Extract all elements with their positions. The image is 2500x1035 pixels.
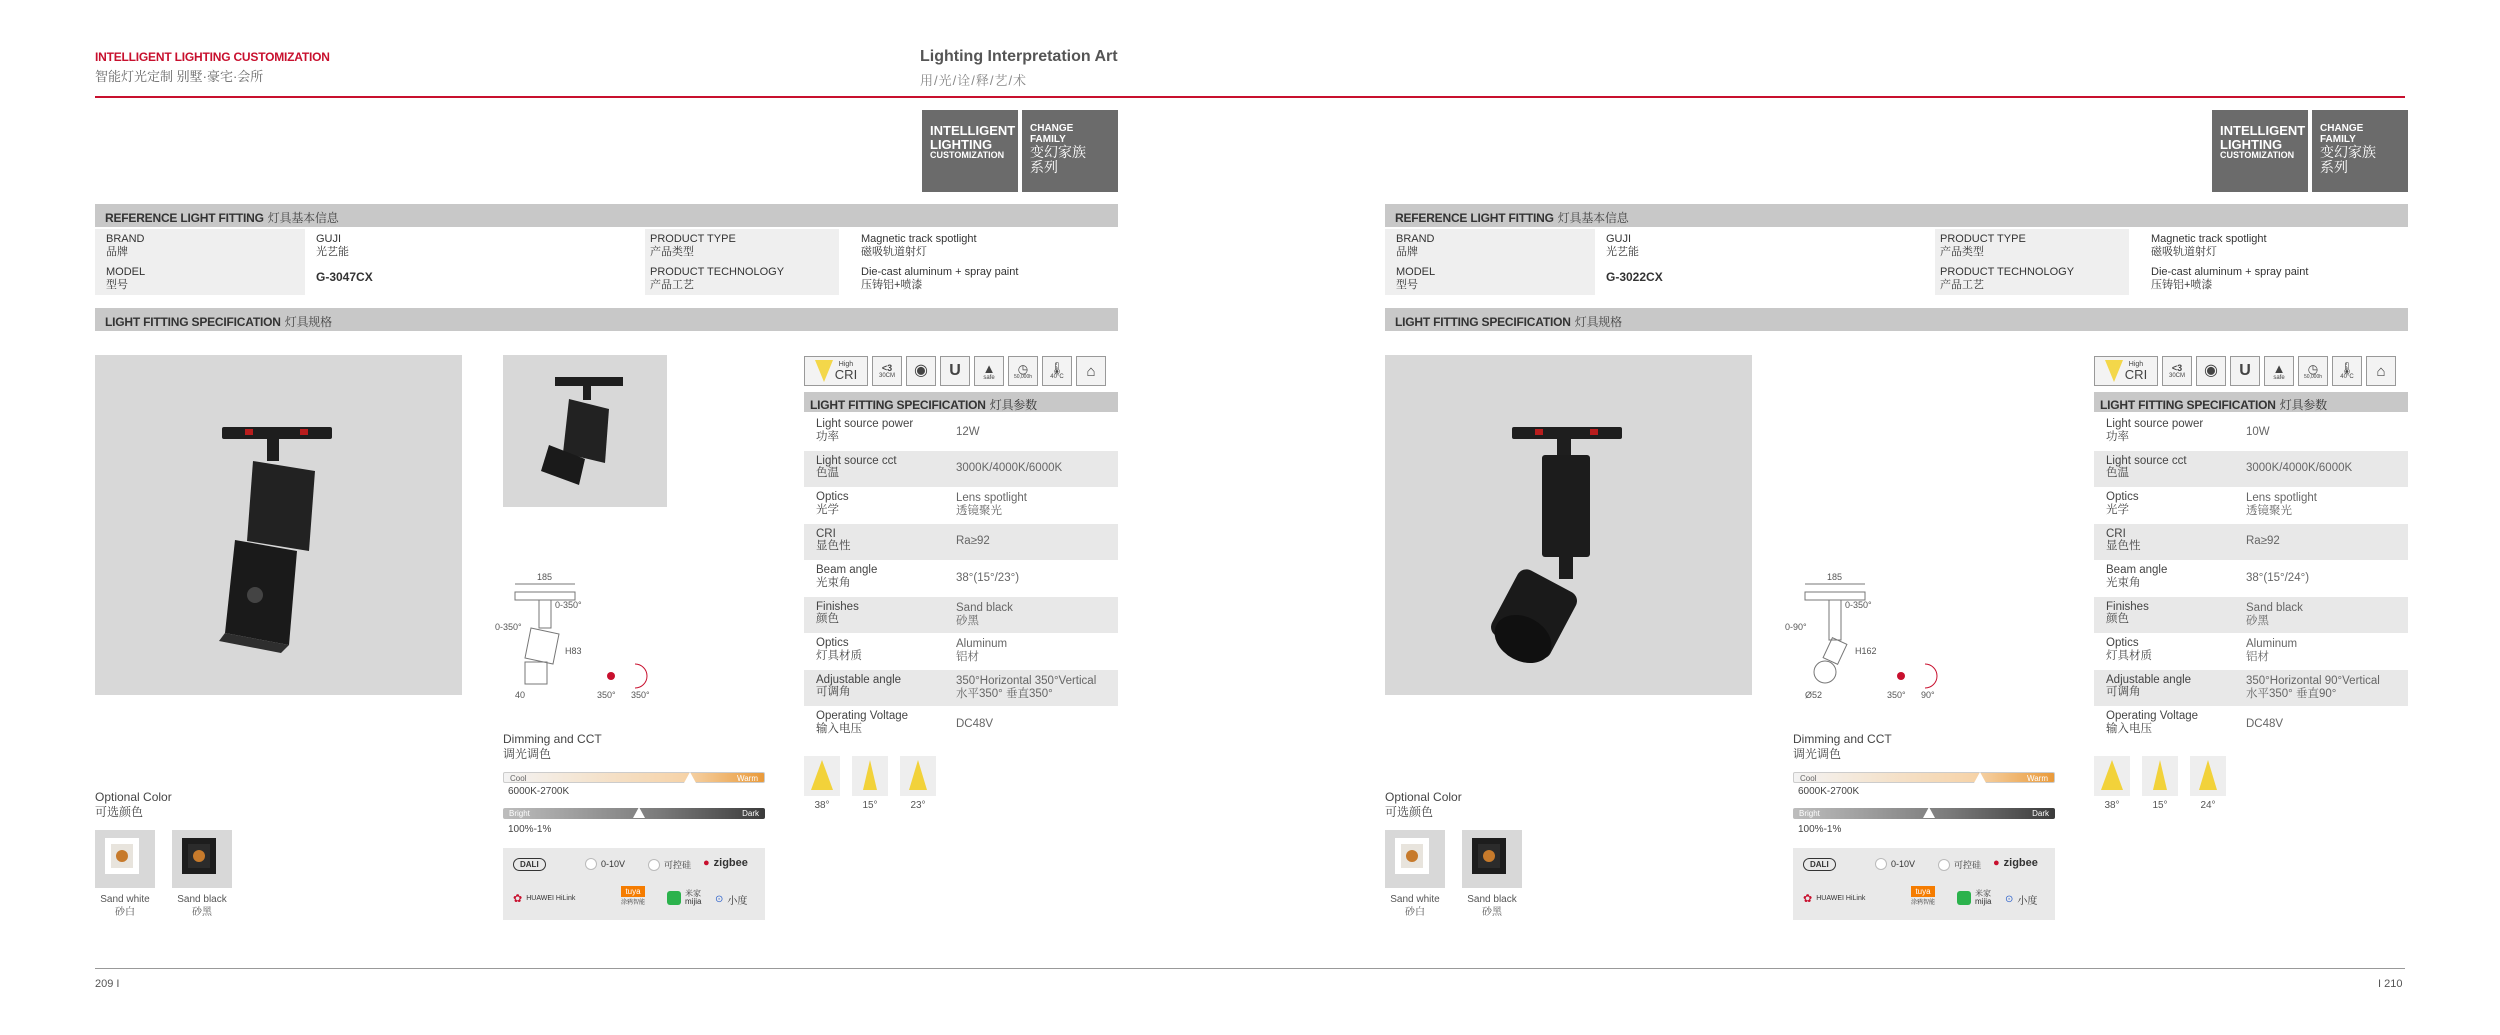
dark-label: Dark [742,809,759,818]
spec-row [804,414,1118,450]
product-photo [95,355,462,695]
rotation-indicator [1897,672,1905,680]
dimming-010v: 0-10V [1875,858,1915,870]
spec-row [804,560,1118,596]
reference-section-bar [95,204,1118,227]
badge-change: CHANGE [2320,123,2364,134]
spec-label: Finishes 颜色 [816,600,859,626]
badge-line-3: CUSTOMIZATION [2220,150,2295,161]
intelligent-lighting-badge [922,110,1018,192]
product-photo [1385,355,1752,695]
cylinder-body [1542,455,1590,557]
spec-label: Optics 光学 [816,491,849,516]
spec-row [804,670,1118,706]
reference-title-cn: 灯具基本信息 [267,211,339,225]
spec-label: Operating Voltage 输入电压 [2106,710,2199,735]
spec-label: Adjustable angle 可调角 [2106,673,2192,699]
badge-line-3: CUSTOMIZATION [930,150,1005,161]
sand-black-label: Sand black 砂黑 [1467,894,1517,918]
dimming-010v: 0-10V [585,858,625,870]
spec-value: DC48V [2246,717,2284,730]
dimming-scr: 可控硅 [648,858,691,871]
drawing-stem [539,600,551,628]
beam-angle-label: 23° [910,800,926,811]
cct-warm: Warm [2026,774,2048,783]
header-center-cn: 用/光/诠/释/艺/术 [920,73,1028,88]
badge-family-cn1: 变幻家族 [1030,144,1086,160]
drawing-base [525,662,547,684]
spec-value: 3000K/4000K/6000K [956,462,1063,475]
spec-value: 350°Horizontal 90°Vertical 水平350° 垂直90° [2246,674,2380,700]
huawei-hilink-logo: ✿ HUAWEI HiLink [1803,893,1866,905]
dimension-drawing [1785,570,1965,700]
spec-row [804,487,1118,523]
temperature-icon: 🌡 40°C [1042,356,1072,386]
spec-table-header: LIGHT FITTING SPECIFICATION 灯具参数 [804,392,1118,412]
spotlight-illustration [95,355,462,695]
high-cri-icon: High CRI [804,356,868,386]
bright-label: Bright [1799,809,1820,818]
spec-label: Light source cct 色温 [2106,454,2187,480]
cct-bar [503,772,765,783]
lt3-30cm-icon: <3 30CM [872,356,902,386]
product-tech-value: Die-cast aluminum + spray paint 压铸铝+喷漆 [2151,266,2309,291]
badge-line-2: LIGHTING [2220,136,2283,152]
drawing-base [1814,661,1836,683]
spec-label: CRI 显色性 [2106,527,2141,553]
brightness-bar [503,808,765,819]
reference-section-bar [1385,204,2408,227]
beam-cone-icon [2142,756,2178,796]
adapter-red-mark [1590,429,1598,435]
spotlight-thumbnail-illustration [503,355,667,507]
lifetime-icon: ◷ 50,000h [1008,356,1038,386]
spec-section-bar [1385,308,2408,331]
catalog-page-left [95,0,1135,1035]
footer-rule [95,968,2405,969]
badge-family-cn1: 变幻家族 [2320,144,2376,160]
safe-icon: ▲ safe [2264,356,2294,386]
product-type-label: PRODUCT TYPE 产品类型 [650,233,736,258]
model-label: MODEL 型号 [106,266,146,291]
cct-range: 6000K-2700K [1798,786,1860,797]
beam-angle-label: 24° [2200,800,2216,811]
spec-label: Adjustable angle 可调角 [816,673,902,699]
dim-height-label: H83 [565,646,582,656]
optional-color-title: Optional Color 可选颜色 [1385,790,1462,819]
product-tech-value: Die-cast aluminum + spray paint 压铸铝+喷漆 [861,266,1019,291]
angle-label-1: 350° [597,690,616,700]
spec-label: Optics 光学 [2106,491,2139,516]
spec-row [2094,414,2408,450]
dim-bottom-label: Ø52 [1805,690,1823,700]
cct-knob [684,772,696,783]
dimming-title: Dimming and CCT 调光调色 [503,732,602,761]
spec-row [2094,706,2408,742]
angle-label-2: 90° [1921,690,1935,700]
spec-value: Sand black 砂黑 [2246,601,2303,627]
beam-cone-icon [852,756,888,796]
spec-value: Ra≥92 [2246,535,2280,548]
sand-white-fixture-icon [1385,830,1445,888]
brightness-bar [1793,808,2055,819]
beam-angle-label: 38° [814,800,830,811]
beam-cone-icon [2094,756,2130,796]
spec-value: 38°(15°/23°) [956,571,1020,584]
brand-label: BRAND 品牌 [106,233,145,258]
catalog-page-right [1385,0,2425,1035]
cct-cool: Cool [510,774,527,783]
reference-title: REFERENCE LIGHT FITTING [1395,211,1554,225]
header-brand-line: INTELLIGENT LIGHTING CUSTOMIZATION [95,50,330,64]
badge-line-1: INTELLIGENT [930,123,1016,138]
badge-family: FAMILY [1030,133,1066,145]
product-thumbnail [503,355,667,507]
spec-value: DC48V [956,717,994,730]
spec-label: Optics 灯具材质 [816,637,862,662]
intelligent-lighting-badge [2212,110,2308,192]
sand-white-fixture-icon [95,830,155,888]
reference-title-cn: 灯具基本信息 [1557,211,1629,225]
badge-line-2: LIGHTING [930,136,993,152]
square-arm [247,461,315,551]
huawei-hilink-logo: ✿ HUAWEI HiLink [513,893,576,905]
product-type-value: Magnetic track spotlight 磁吸轨道射灯 [861,233,977,258]
spec-value: Sand black 砂黑 [956,601,1013,627]
zigbee-logo: ● zigbee [703,857,748,869]
spec-row [804,524,1118,560]
sand-black-fixture-icon [1462,830,1522,888]
model-value: G-3022CX [1606,270,1663,284]
sand-white-label: Sand white 砂白 [100,894,150,918]
spec-section-title-cn: 灯具规格 [1574,315,1622,329]
spec-section-title: LIGHT FITTING SPECIFICATION [1395,315,1571,329]
beam-angle-label: 15° [2152,800,2168,811]
spec-row [2094,597,2408,633]
sand-white-swatch [95,830,155,888]
rotation-indicator [607,672,615,680]
dim-range: 100%-1% [1798,824,1842,835]
safe-icon: ▲ safe [974,356,1004,386]
dim-rotation-label: 0-350° [555,600,582,610]
drawing-head [1823,638,1847,665]
dimension-drawing [495,570,675,700]
magnet-icon: U [2230,356,2260,386]
adapter-red-mark [245,429,253,435]
stem [1557,439,1571,455]
adapter-red-mark [1535,429,1543,435]
spec-label: Light source cct 色温 [816,454,897,480]
spotlight-illustration [1385,355,1752,695]
header-brand-cn: 智能灯光定制 别墅·豪宅·会所 [95,69,264,84]
zigbee-logo: ● zigbee [1993,857,2038,869]
feature-icons-row [804,356,1106,389]
sand-black-swatch [1462,830,1522,888]
dim-range: 100%-1% [508,824,552,835]
spec-row [2094,560,2408,596]
beam-cone-icon [900,756,936,796]
spec-row [804,706,1118,742]
spec-value: 12W [956,425,980,438]
change-family-badge [2312,110,2408,192]
angle-label-1: 350° [1887,690,1906,700]
thumb-stem [583,386,591,400]
product-type-value: Magnetic track spotlight 磁吸轨道射灯 [2151,233,2267,258]
tilt-indicator [1925,664,1937,688]
cct-cool: Cool [1800,774,1817,783]
tilt-indicator [635,664,647,688]
badge-family-cn2: 系列 [1030,158,1058,175]
page-number-left: 209 I [95,978,120,990]
dark-label: Dark [2032,809,2049,818]
tuya-logo: tuya 涂鸦智能 [621,887,646,906]
page-number-right: I 210 [2378,978,2403,990]
beam-angle-label: 38° [2104,800,2120,811]
dim-side-label: 0-90° [1785,622,1807,632]
spec-label: Optics 灯具材质 [2106,637,2152,662]
spec-label: Finishes 颜色 [2106,600,2149,626]
stem [267,439,279,461]
lifetime-icon: ◷ 50,000h [2298,356,2328,386]
drawing-stem [1829,600,1841,640]
reference-title: REFERENCE LIGHT FITTING [105,211,264,225]
xiaodu-logo: ⊙ 小度 [715,894,748,907]
header-center-title: Lighting Interpretation Art [920,48,1118,65]
product-tech-label: PRODUCT TECHNOLOGY 产品工艺 [1940,266,2075,291]
home-icon: ⌂ [1076,356,1106,386]
product-tech-label: PRODUCT TECHNOLOGY 产品工艺 [650,266,785,291]
model-value: G-3047CX [316,270,373,284]
dali-logo: DALI [513,858,546,871]
lt3-30cm-icon: <3 30CM [2162,356,2192,386]
drawing-track [515,592,575,600]
brand-value: GUJI 光艺能 [316,233,349,258]
spec-row [2094,670,2408,706]
thumb-adapter [555,377,623,386]
high-cri-icon: High CRI [2094,356,2158,386]
spec-value: Aluminum 铝材 [2246,638,2298,663]
spec-value: 38°(15°/24°) [2246,571,2310,584]
sand-black-fixture-icon [172,830,232,888]
sand-white-swatch [1385,830,1445,888]
beam-cone-icon [804,756,840,796]
sand-white-label: Sand white 砂白 [1390,894,1440,918]
cct-warm: Warm [736,774,758,783]
spec-label: Operating Voltage 输入电压 [816,710,909,735]
dimming-scr: 可控硅 [1938,858,1981,871]
badge-line-1: INTELLIGENT [2220,123,2306,138]
badge-change: CHANGE [1030,123,1074,134]
spec-row [804,633,1118,669]
dim-top-label: 185 [1827,572,1843,582]
angle-label-2: 350° [631,690,650,700]
magnet-icon: U [940,356,970,386]
dali-logo: DALI [1803,858,1836,871]
spec-label: Light source power 功率 [2106,418,2204,443]
dim-top-label: 185 [537,572,553,582]
dimming-title: Dimming and CCT 调光调色 [1793,732,1892,761]
protocol-panel [1793,848,2055,920]
cct-knob [1974,772,1986,783]
mijia-logo: 米家 mijia [667,890,701,906]
eye-icon: ◉ [906,356,936,386]
spec-row [2094,487,2408,523]
spec-value: Lens spotlight 透镜聚光 [956,492,1027,517]
protocol-panel [503,848,765,920]
dim-height-label: H162 [1855,646,1877,656]
brightness-knob [1923,807,1935,818]
dim-bottom-label: 40 [515,690,526,700]
sand-black-label: Sand black 砂黑 [177,894,227,918]
spec-row [804,451,1118,487]
mijia-logo: 米家 mijia [1957,890,1991,906]
track-adapter [1512,427,1622,439]
lens [247,587,263,603]
drawing-track [1805,592,1865,600]
spec-section-title: LIGHT FITTING SPECIFICATION [105,315,281,329]
optional-color-title: Optional Color 可选颜色 [95,790,172,819]
brightness-knob [633,807,645,818]
spec-row [804,597,1118,633]
spec-value: Aluminum 铝材 [956,638,1008,663]
home-icon: ⌂ [2366,356,2396,386]
joint [1559,557,1573,579]
spec-value: 350°Horizontal 350°Vertical 水平350° 垂直350° [956,674,1097,700]
spec-label: Beam angle 光束角 [2106,564,2168,589]
change-family-badge [1022,110,1118,192]
bright-label: Bright [509,809,530,818]
drawing-head [525,628,559,664]
cct-range: 6000K-2700K [508,786,570,797]
brand-label: BRAND 品牌 [1396,233,1435,258]
temperature-icon: 🌡 40°C [2332,356,2362,386]
spec-table-header: LIGHT FITTING SPECIFICATION 灯具参数 [2094,392,2408,412]
model-label: MODEL 型号 [1396,266,1436,291]
beam-angle-label: 15° [862,800,878,811]
spec-value: Ra≥92 [956,535,990,548]
cct-bar [1793,772,2055,783]
dim-rotation-label: 0-350° [1845,600,1872,610]
brand-value: GUJI 光艺能 [1606,233,1639,258]
badge-family-cn2: 系列 [2320,158,2348,175]
tuya-logo: tuya 涂鸦智能 [1911,887,1936,906]
spec-value: 3000K/4000K/6000K [2246,462,2353,475]
track-adapter [222,427,332,439]
badge-family: FAMILY [2320,133,2356,145]
spec-section-bar [95,308,1118,331]
xiaodu-logo: ⊙ 小度 [2005,894,2038,907]
spec-row [2094,524,2408,560]
product-type-label: PRODUCT TYPE 产品类型 [1940,233,2026,258]
spec-section-title-cn: 灯具规格 [284,315,332,329]
dim-side-label: 0-350° [495,622,522,632]
eye-icon: ◉ [2196,356,2226,386]
feature-icons-row [2094,356,2396,389]
beam-cone-icon [2190,756,2226,796]
sand-black-swatch [172,830,232,888]
spec-label: Beam angle 光束角 [816,564,878,589]
spec-label: CRI 显色性 [816,527,851,553]
spec-label: Light source power 功率 [816,418,914,443]
spec-row [2094,633,2408,669]
spec-value: 10W [2246,425,2270,438]
spec-value: Lens spotlight 透镜聚光 [2246,492,2317,517]
adapter-red-mark [300,429,308,435]
spec-row [2094,451,2408,487]
